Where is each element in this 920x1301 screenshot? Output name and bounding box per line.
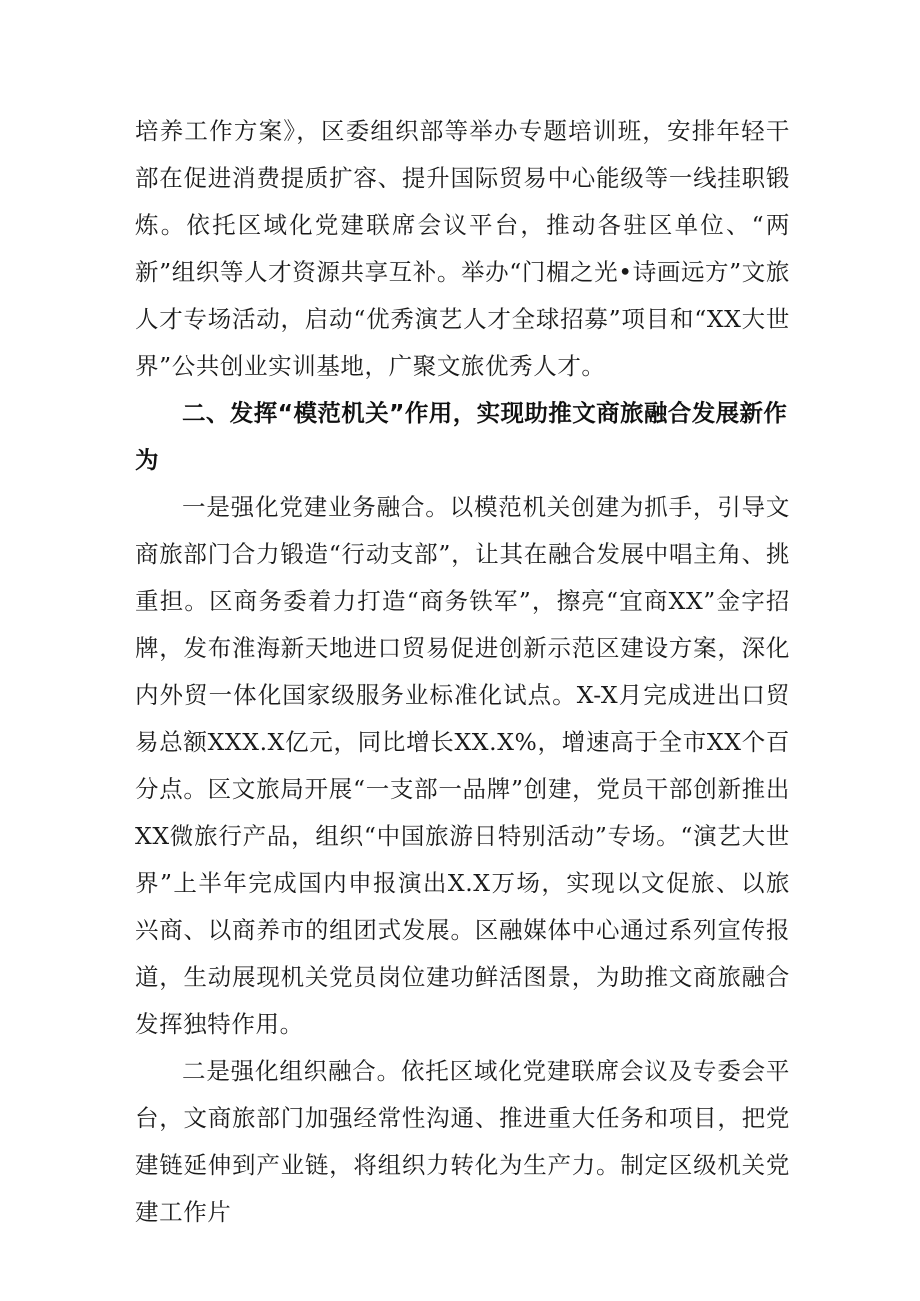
paragraph-party-business-integration: 一是强化党建业务融合。以模范机关创建为抓手，引导文商旅部门合力锻造“行动支部”，让其在融合发展中唱主角、挑重担。区商务委着力打造“商务铁军”，擦亮“宜商XX”金字招牌，发布淮海新天地进口贸易促进创新示范区建设方案，深化内外贸一体化国家级服务业标准化试点。X-X月完成进出口贸易总额XXX.X亿元，同比增长XX.X%，增速高于全市XX个百分点。区文旅局开展“一支部一品牌”创建，党员干部创新推出XX微旅行产品，组织“中国旅游日特别活动”专场。“演艺大世界”上半年完成国内申报演出X.X万场，实现以文促旅、以旅兴商、以商养市的组团式发展。区融媒体中心通过系列宣传报道，生动展现机关党员岗位建功鲜活图景，为助推文商旅融合发挥独特作用。 xyxy=(135,493,790,1038)
paragraph-continued-training-plan: 培养工作方案》，区委组织部等举办专题培训班，安排年轻干部在促进消费提质扩容、提升国际贸易中心能级等一线挂职锻炼。依托区域化党建联席会议平台，推动各驻区单位、“两新”组织等人才资源共享互补。举办“门楣之光•诗画远方”文旅人才专场活动，启动“优秀演艺人才全球招募”项目和“XX大世界”公共创业实训基地，广聚文旅优秀人才。 xyxy=(135,117,790,380)
paragraph-organization-integration: 二是强化组织融合。依托区域化党建联席会议及专委会平台，文商旅部门加强经常性沟通、推进重大任务和项目，把党建链延伸到产业链，将组织力转化为生产力。制定区级机关党建工作片 xyxy=(135,1057,790,1226)
document-body xyxy=(135,108,790,1236)
section-heading-model-organs: 二、发挥“模范机关”作用，实现助推文商旅融合发展新作为 xyxy=(135,399,788,474)
